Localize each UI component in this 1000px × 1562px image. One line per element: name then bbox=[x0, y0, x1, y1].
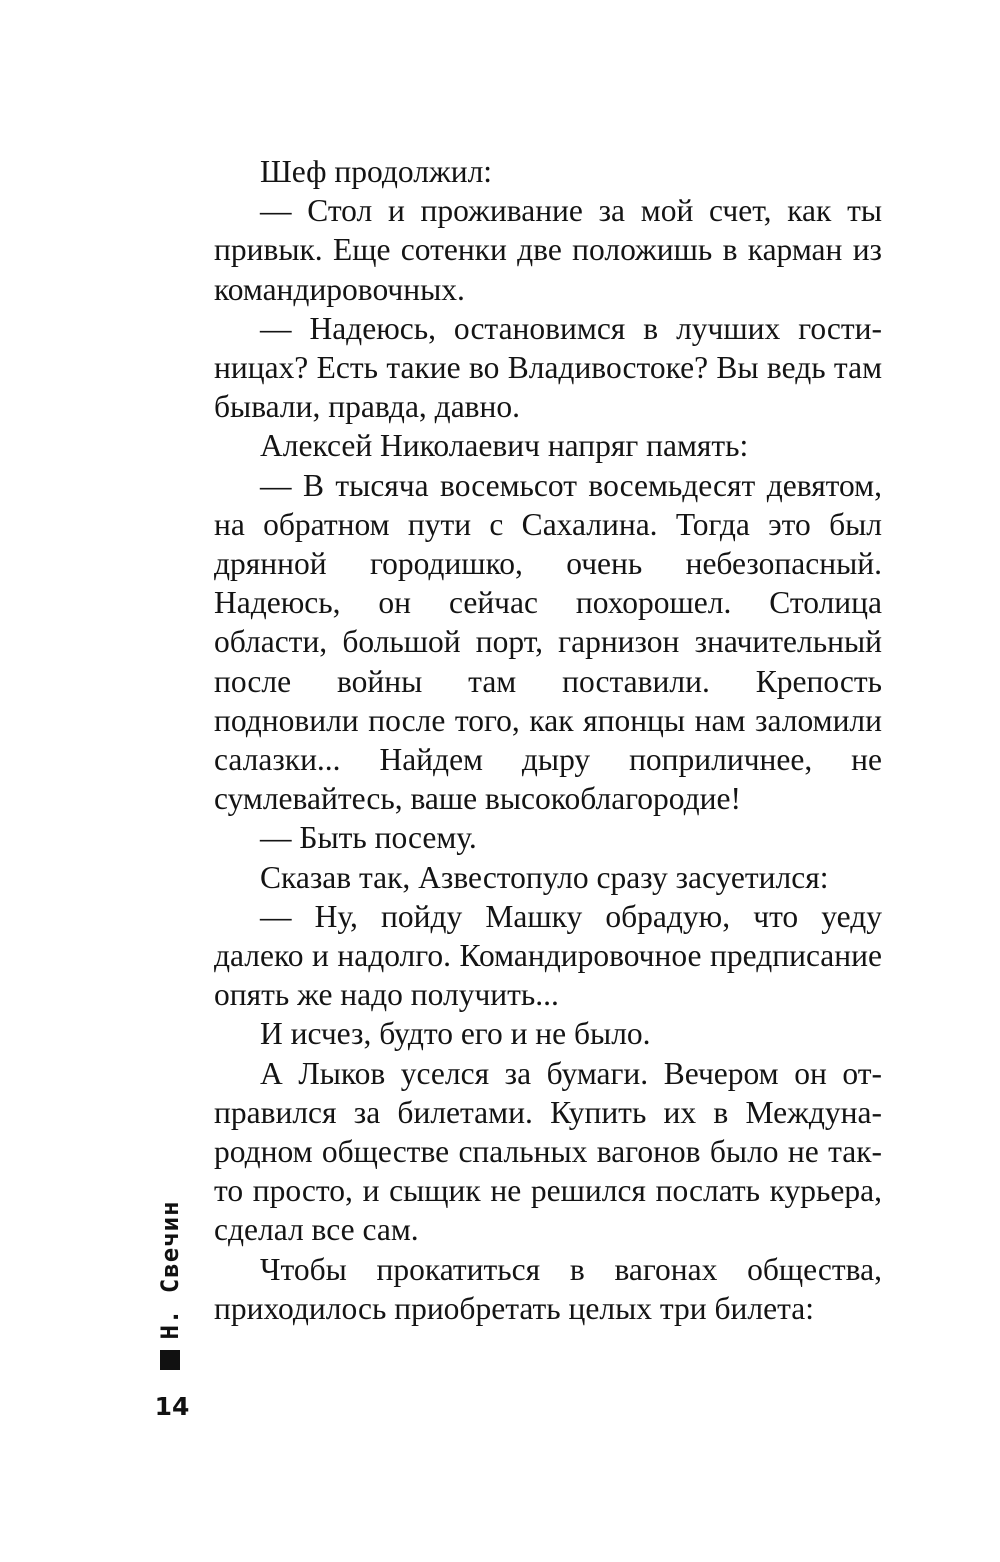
paragraph: И исчез, будто его и не было. bbox=[260, 1016, 651, 1052]
paragraph: Шеф продолжил: bbox=[260, 154, 493, 189]
page-number: 14 bbox=[154, 1392, 190, 1421]
paragraph: — Ну, пойду Машку обрадую, что уеду далеко и надолго. Командировочное предписание опять же надо получить... bbox=[214, 898, 882, 1013]
author-running-head bbox=[150, 1200, 190, 1340]
author-running-head-text: Н. Свечин bbox=[156, 1200, 184, 1340]
paragraph: — Быть посему. bbox=[260, 820, 477, 856]
paragraph: Чтобы прокатиться в вагонах общества, приходилось приобретать целых три билета: bbox=[214, 1251, 882, 1326]
paragraph: Сказав так, Азвестопуло сразу засуетился: bbox=[260, 859, 829, 895]
paragraph: — Надеюсь, остановимся в лучших гостиницах? Есть такие во Владивостоке? Вы ведь там бывали, правда, давно. bbox=[214, 310, 882, 425]
paragraph: — В тысяча восемьсот восемьдесят девятом, на обратном пути с Сахалина. Тогда это был дрянной городишко, очень небезопасный. Надеюсь, он сейчас похорошел. Столица области, большой порт, гарнизон значительный после войны там поставили. Крепость подновили после того, как японцы нам заломили салазки... Найдем дыру поприличнее, не сумлевайтесь, ваше высокоблагородие! bbox=[214, 467, 882, 817]
paragraph: А Лыков уселся за бумаги. Вечером он отправился за билетами. Купить их в Международном обществе спальных вагонов было не так-то просто, и сыщик не решился послать курьера, сделал все сам. bbox=[214, 1055, 882, 1248]
square-marker-icon bbox=[160, 1350, 180, 1370]
paragraph: Алексей Николаевич напряг память: bbox=[260, 428, 749, 464]
paragraph: — Стол и проживание за мой счет, как ты привык. Еще сотенки две положишь в карман из командировочных. bbox=[214, 193, 882, 307]
text-column bbox=[214, 152, 882, 1328]
